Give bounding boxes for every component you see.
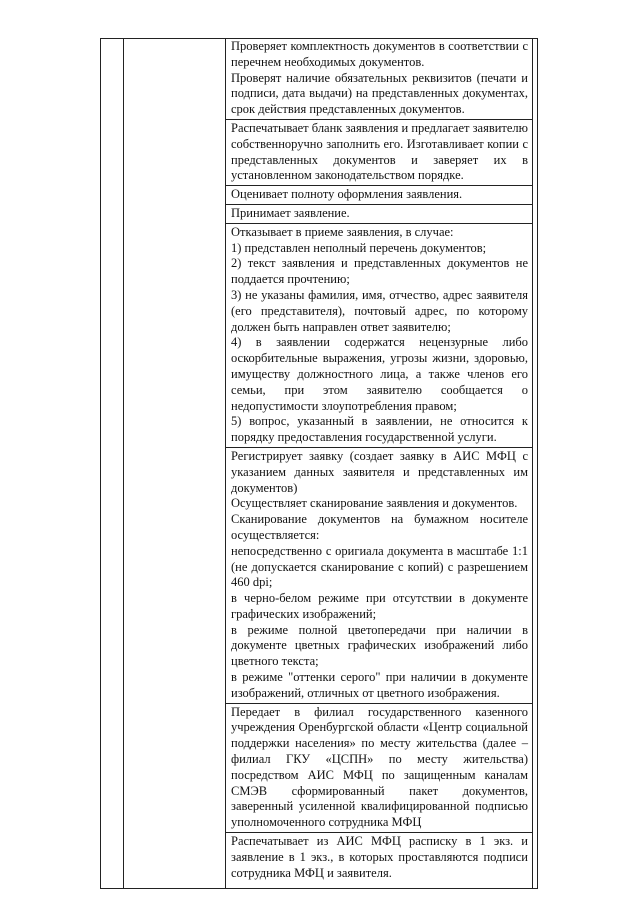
table-row bbox=[225, 205, 532, 224]
procedure-steps-column bbox=[225, 38, 532, 882]
step-text: непосредственно с оригиала документа в масштабе 1:1 (не допускается сканирование с копий) с разрешением 460 dpi; bbox=[231, 543, 528, 590]
step-text: Передает в филиал государственного казенного учреждения Оренбургской области «Центр социальной поддержки населения» по месту жительства (далее – филиал ГКУ «ЦСПН» по месту жительства) посредством АИС МФЦ по защищенным каналам СМЭВ сформированный пакет документов, заверенный усиленной квалифицированной подписью уполномоченного сотрудника МФЦ bbox=[231, 704, 528, 830]
step-text: Отказывает в приеме заявления, в случае: bbox=[231, 224, 454, 239]
column-divider-3 bbox=[532, 38, 533, 889]
table-row bbox=[225, 186, 532, 205]
table-row bbox=[225, 704, 532, 833]
step-text: 5) вопрос, указанный в заявлении, не относится к порядку предоставления государственной услуги. bbox=[231, 414, 528, 445]
step-text: 1) представлен неполный перечень документов; bbox=[231, 240, 487, 255]
table-row bbox=[225, 833, 532, 882]
step-text: в черно-белом режиме при отсутствии в документе графических изображений; bbox=[231, 591, 528, 621]
step-text: Сканирование документов на бумажном носителе осуществляется: bbox=[231, 512, 528, 542]
step-text: в режиме полной цветопередачи при наличии в документе цветных графических изображений либо цветного текста; bbox=[231, 622, 528, 669]
step-text: 4) в заявлении содержатся нецензурные либо оскорбительные выражения, угрозы жизни, здоровью, имуществу должностного лица, а также членов его семьи, при этом заявителю сообщается о недопустимости злоупотребления правом; bbox=[231, 335, 528, 413]
table-border-left bbox=[100, 38, 101, 889]
step-text: Принимает заявление. bbox=[231, 205, 350, 220]
step-text: в режиме "оттенки серого" при наличии в документе изображений, отличных от цветного изображения. bbox=[231, 670, 528, 700]
table-border-right bbox=[537, 38, 538, 889]
step-text: 3) не указаны фамилия, имя, отчество, адрес заявителя (его представителя), почтовый адрес, по которому должен быть направлен ответ заявителю; bbox=[231, 287, 528, 334]
step-text: Регистрирует заявку (создает заявку в АИС МФЦ с указанием данных заявителя и представленных им документов) bbox=[231, 448, 528, 495]
step-text: Проверят наличие обязательных реквизитов (печати и подписи, дата выдачи) на представленных документах, срок действия представленных документов. bbox=[231, 70, 528, 117]
step-text: Распечатывает бланк заявления и предлагает заявителю собственноручно заполнить его. Изготавливает копии с представленных документов и заверяет их в установленном законодательством порядке. bbox=[231, 120, 529, 183]
step-text: Осуществляет сканирование заявления и документов. bbox=[231, 496, 518, 511]
step-text: Оценивает полноту оформления заявления. bbox=[231, 187, 463, 202]
step-text: 2) текст заявления и представленных документов не поддается прочтению; bbox=[231, 256, 528, 287]
column-divider-1 bbox=[123, 38, 124, 889]
table-row bbox=[225, 448, 532, 704]
table-row bbox=[225, 224, 532, 448]
step-text: Распечатывает из АИС МФЦ расписку в 1 экз. и заявление в 1 экз., в которых проставляются подписи сотрудника МФЦ и заявителя. bbox=[231, 834, 528, 880]
step-text: Проверяет комплектность документов в соответствии с перечнем необходимых документов. bbox=[231, 39, 528, 69]
table-row bbox=[225, 38, 532, 120]
table-bottom-border bbox=[100, 888, 537, 889]
table-row bbox=[225, 120, 532, 186]
